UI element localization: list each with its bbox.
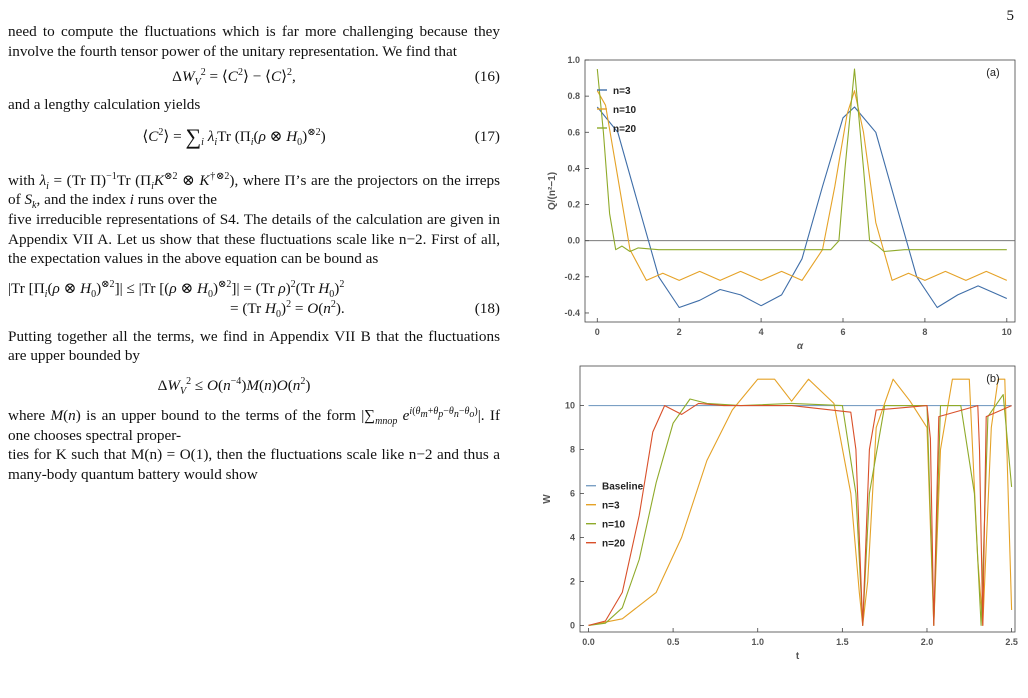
x-tick-label: 10	[1001, 327, 1012, 337]
equation-18: |Tr [$\Pi_i(\rho$ ⊗ $H_0)^{\otimes 2}]| \le |Tr$ [(ρ ⊗ $H_0)^{\otimes 2}]| = (Tr$ ρ)$^2$(Tr $H_0)^2$ = (Tr $H_0)^2 = O(n^2)$. (18)	[8, 278, 500, 320]
y-tick-label: -0.2	[564, 271, 580, 282]
x-tick-label: 2.0	[920, 637, 934, 647]
figure-panels	[535, 50, 1025, 695]
page-number: 5	[1006, 8, 1014, 24]
series-line-n-3	[597, 107, 1007, 308]
y-tick-label: 0.0	[567, 235, 580, 246]
paragraph-5a: where M(n) is an upper bound to the terms of the form $|\sum_{mnop}$ $e^{i(\theta_m+\theta_p-\theta_n-\theta_o)}|$. If one chooses spectral proper-	[8, 405, 501, 444]
panel-label: (b)	[986, 373, 1000, 385]
x-tick-label: 2	[676, 327, 682, 337]
plot-frame	[585, 60, 1015, 322]
y-axis-label: W	[542, 494, 553, 504]
paragraph-3: five irreducible representations of S4. The details of the calculation are given in Appendix VII A. Let us show that these fluctuations scale like n−2. First of all, the expectation values in the above equation can be bound as	[8, 210, 500, 268]
y-tick-label: 0.8	[567, 91, 580, 102]
panel-label: (a)	[986, 67, 1000, 79]
legend-entry: n=20	[602, 538, 626, 550]
x-tick-label: 4	[758, 327, 764, 337]
equation-16: $\Delta W_V^2$ = $⟨C^2⟩$ − ⟨C⟩$^2$, (16)	[172, 67, 500, 89]
series-line-n-20	[597, 69, 1007, 252]
y-tick-label: 8	[569, 444, 575, 455]
equation-17-number: (17)	[474, 127, 500, 145]
y-tick-label: 0.4	[567, 163, 580, 174]
legend-entry: n=10	[613, 105, 637, 116]
text-column	[8, 22, 500, 484]
y-tick-label: 4	[569, 532, 575, 543]
series-line-n-10	[589, 395, 1012, 626]
paragraph-4: Putting together all the terms, we find in Appendix VII B that the fluctuations are upper bounded by	[8, 327, 500, 365]
legend-entry: n=3	[602, 500, 620, 512]
x-axis-label: α	[796, 341, 804, 352]
chart-panel-b	[542, 366, 1018, 662]
equation-bound: $\Delta W_V^2 \le O(n^{-4})M(n)O(n^2)$	[157, 375, 311, 397]
x-tick-label: 0.5	[666, 637, 680, 647]
y-tick-label: 0	[569, 620, 575, 631]
x-tick-label: 2.5	[1005, 637, 1018, 647]
y-tick-label: 2	[569, 576, 575, 587]
y-tick-label: 0.2	[567, 199, 580, 210]
y-tick-label: 6	[569, 488, 575, 499]
equation-18-number: (18)	[474, 299, 500, 317]
legend-entry: n=20	[613, 124, 637, 135]
x-tick-label: 1.0	[751, 637, 764, 647]
chart-panel-a	[547, 55, 1015, 352]
legend-entry: n=3	[613, 86, 631, 97]
series-line-n-10	[597, 91, 1007, 281]
paragraph-2: and a lengthy calculation yields	[8, 96, 201, 114]
equation-17: $⟨C^2⟩ = \sum_i$ $\lambda_iTr$ ($\Pi_i(\rho$ ⊗ $H_0)^{\otimes 2}$) (17)	[142, 123, 500, 149]
y-tick-label: -0.4	[564, 307, 580, 318]
paragraph-3a: with $\lambda_i = (Tr$ Π)$^{-1}$Tr ($\Pi_iK^{\otimes 2}$ ⊗ $K^{\dagger\otimes 2}$), where Π’s are the projectors on the irreps of $S_k$, and the index i runs over the	[8, 170, 500, 212]
legend-entry: n=10	[602, 519, 626, 531]
y-tick-label: 0.6	[567, 127, 580, 138]
y-tick-label: 10	[564, 400, 575, 411]
equation-16-number: (16)	[474, 68, 500, 86]
x-axis-label: t	[795, 651, 800, 662]
x-tick-label: 6	[840, 327, 846, 337]
x-tick-label: 8	[922, 327, 928, 337]
legend-entry: Baseline	[602, 481, 644, 493]
series-line-n-20	[589, 403, 1012, 625]
paragraph-5b: ties for K such that M(n) = O(1), then the fluctuations scale like n−2 and thus a many-body quantum battery would show	[8, 446, 500, 483]
y-tick-label: 1.0	[567, 55, 580, 65]
x-tick-label: 0.0	[582, 637, 595, 647]
x-tick-label: 1.5	[836, 637, 849, 647]
y-axis-label: Q/(n²−1)	[547, 171, 558, 211]
x-tick-label: 0	[594, 327, 600, 337]
paragraph-1: need to compute the fluctuations which is far more challenging because they involve the fourth tensor power of the unitary representation. We find that	[8, 23, 500, 60]
